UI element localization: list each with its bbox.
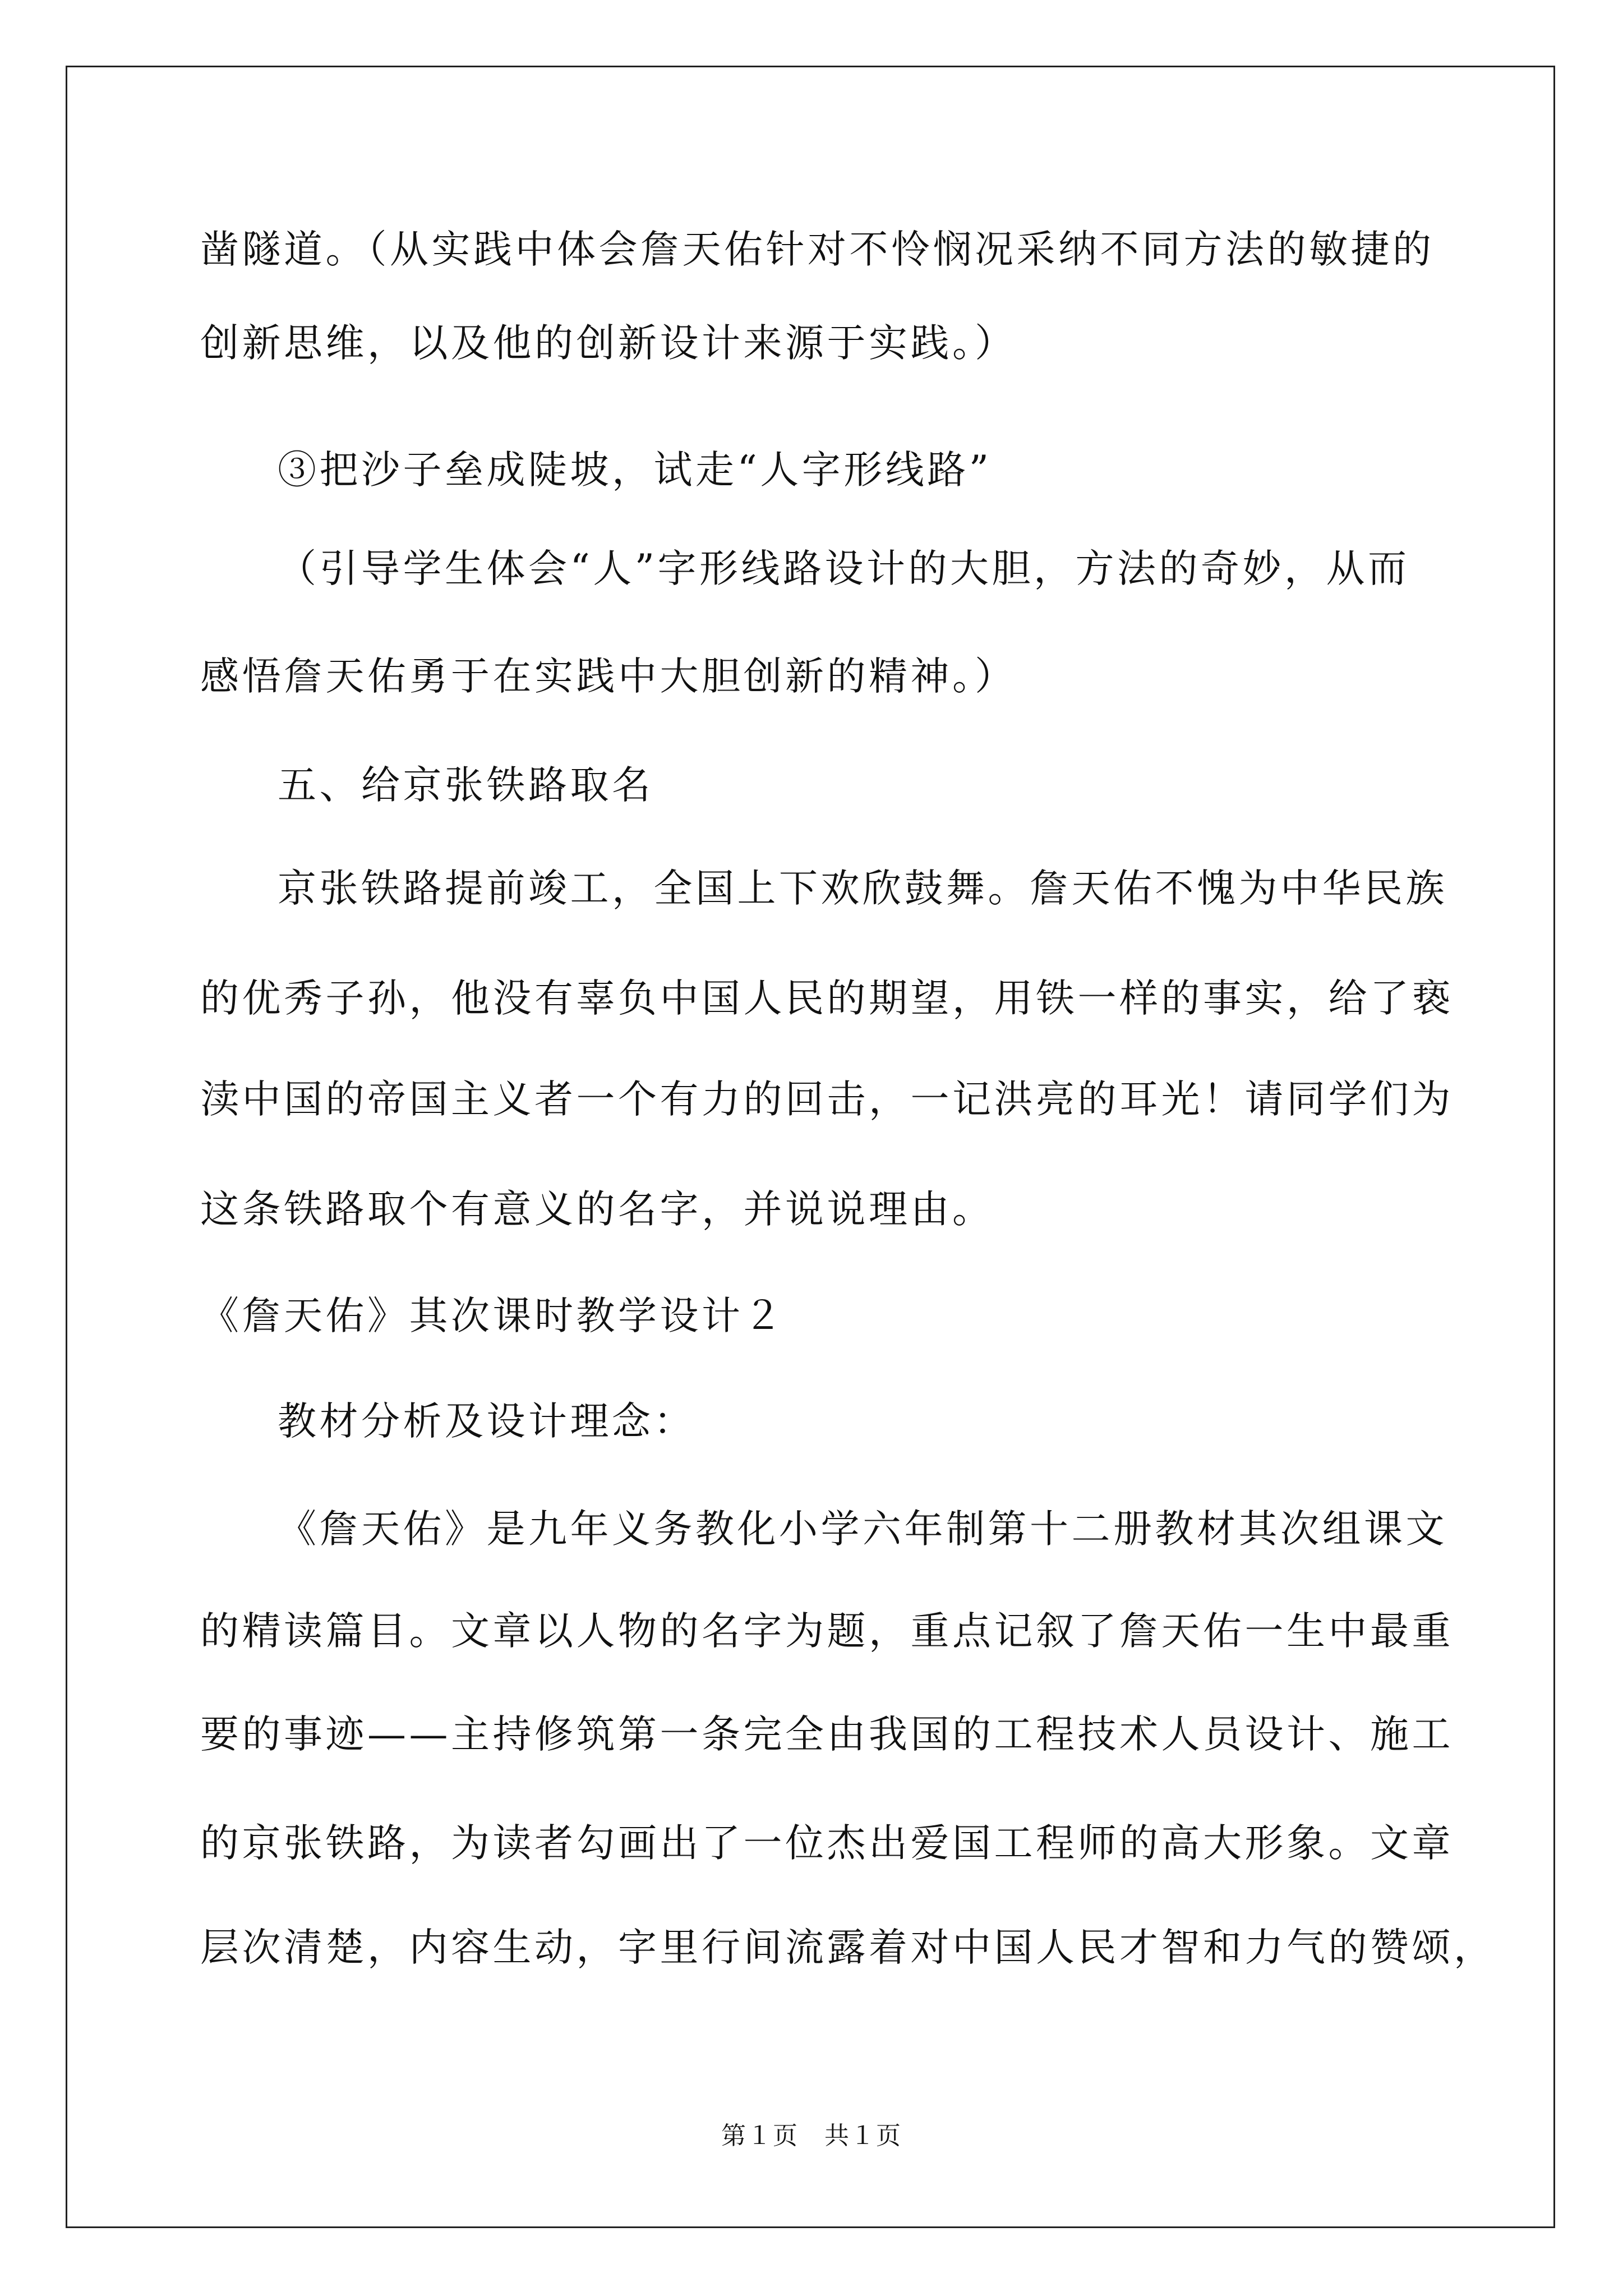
page-border bbox=[66, 66, 1555, 2228]
text-line-4: （引导学生体会“人”字形线路设计的大胆，方法的奇妙，从而 bbox=[278, 546, 1410, 591]
text-line-14: 的精读篇目。文章以人物的名字为题，重点记叙了詹天佑一生中最重 bbox=[200, 1609, 1454, 1654]
text-line-15: 要的事迹——主持修筑第一条完全由我国的工程技术人员设计、施工 bbox=[200, 1712, 1454, 1757]
page-footer: 第１页 共１页 bbox=[721, 2122, 902, 2150]
text-line-7: 京张铁路提前竣工，全国上下欢欣鼓舞。詹天佑不愧为中华民族 bbox=[278, 866, 1447, 911]
subheading: 教材分析及设计理念： bbox=[278, 1399, 695, 1444]
text-line-17: 层次清楚，内容生动，字里行间流露着对中国人民才智和力气的赞颂， bbox=[200, 1925, 1496, 1970]
text-line-10: 这条铁路取个有意义的名字，并说说理由。 bbox=[200, 1187, 994, 1232]
text-line-8: 的优秀子孙，他没有辜负中国人民的期望，用铁一样的事实，给了亵 bbox=[200, 976, 1454, 1021]
text-line-5: 感悟詹天佑勇于在实践中大胆创新的精神。） bbox=[200, 654, 1017, 699]
text-line-2: 创新思维，以及他的创新设计来源于实践。） bbox=[200, 321, 1017, 366]
text-line-16: 的京张铁路，为读者勾画出了一位杰出爱国工程师的高大形象。文章 bbox=[200, 1821, 1454, 1866]
text-line-9: 渎中国的帝国主义者一个有力的回击，一记洪亮的耳光！请同学们为 bbox=[200, 1077, 1454, 1122]
document-title: 《詹天佑》其次课时教学设计２ bbox=[200, 1294, 785, 1338]
text-line-1: 凿隧道。（从实践中体会詹天佑针对不怜悯况采纳不同方法的敏捷的 bbox=[200, 227, 1435, 272]
text-line-13: 《詹天佑》是九年义务教化小学六年制第十二册教材其次组课文 bbox=[278, 1507, 1447, 1552]
text-line-3: ③把沙子垒成陡坡，试走“人字形线路” bbox=[278, 448, 992, 493]
section-heading: 五、给京张铁路取名 bbox=[278, 763, 654, 808]
